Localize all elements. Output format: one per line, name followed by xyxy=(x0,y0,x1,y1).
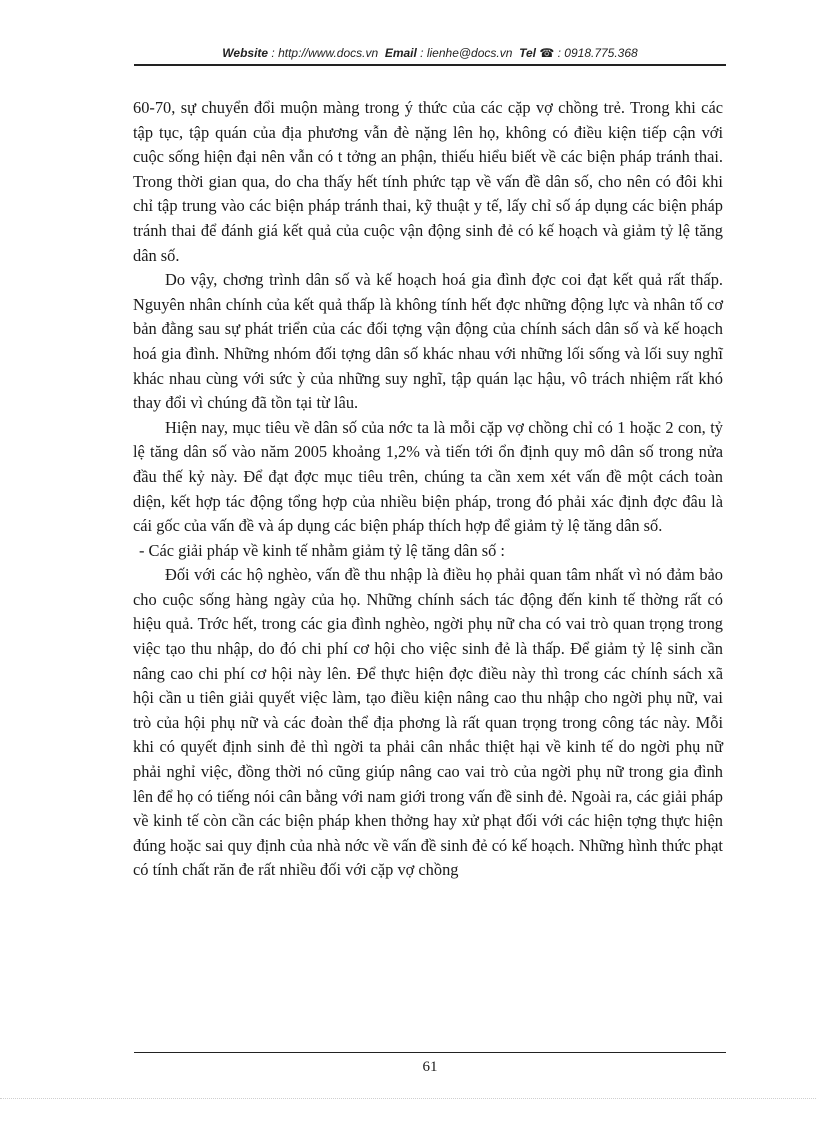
email-separator: : xyxy=(416,46,427,60)
page-footer xyxy=(134,1052,726,1076)
document-body xyxy=(133,96,723,883)
email-address[interactable]: lienhe@docs.vn xyxy=(426,46,513,60)
phone-number: : 0918.775.368 xyxy=(554,46,638,60)
paragraph-3: Hiện nay, mục tiêu về dân số của nớc ta là mỗi cặp vợ chồng chỉ có 1 hoặc 2 con, tỷ lệ tăng dân số vào năm 2005 khoảng 1,2% và tiến tới ổn định quy mô dân số trong nửa đầu thế kỷ này. Để đạt đợc mục tiêu trên, chúng ta cần xem xét vấn đề một cách toàn diện, kết hợp tác động tổng hợp của nhiều biện pháp, trong đó phải xác định đợc đâu là cái gốc của vấn đề và áp dụng các biện pháp thích hợp để giảm tỷ lệ tăng dân số. xyxy=(133,417,723,536)
website-label: Website xyxy=(222,46,269,60)
page-number: 61 xyxy=(422,1059,438,1075)
paragraph-4: Đối với các hộ nghèo, vấn đề thu nhập là điều họ phải quan tâm nhất vì nó đảm bảo cho cuộc sống hàng ngày của họ. Những chính sách tác động đến kinh tế thờng rất có hiệu quả. Trớc hết, trong các gia đình nghèo, ngời phụ nữ cha có vai trò quan trọng trong việc tạo thu nhập, do đó chi phí cơ hội cho việc sinh đẻ là thấp. Để giảm tỷ lệ sinh cần nâng cao chi phí cơ hội này lên. Để thực hiện đợc điều này thì trong các chính sách xã hội cần u tiên giải quyết việc làm, tạo điều kiện nâng cao thu nhập cho ngời phụ nữ, vai trò của hội phụ nữ và các đoàn thể địa phơng là rất quan trọng trong công tác này. Mỗi khi có quyết định sinh đẻ thì ngời ta phải cân nhắc thiệt hại về kinh tế do ngời phụ nữ phải nghỉ việc, đồng thời nó cũng giúp nâng cao vai trò của ngời phụ nữ trong gia đình lên để họ có tiếng nói cân bằng với nam giới trong vấn đề sinh đẻ. Ngoài ra, các giải pháp về kinh tế còn cần các biện pháp khen thởng hay xử phạt đối với các hiện tợng thực hiện đúng hoặc sai quy định của nhà nớc về vấn đề sinh đẻ có kế hoạch. Những hình thức phạt có tính chất răn đe rất nhiều đối với cặp vợ chồng xyxy=(133,565,723,880)
page-header xyxy=(134,46,726,66)
paragraph-1: 60-70, sự chuyển đổi muộn màng trong ý thức của các cặp vợ chồng trẻ. Trong khi các tập tục, tập quán của địa phương vẫn đè nặng lên họ, không có điều kiện tiếp cận với cuộc sống hiện đại nên vẫn có t tởng an phận, thiếu hiểu biết về các biện pháp tránh thai. Trong thời gian qua, do cha thấy hết tính phức tạp về vấn đề dân số, cho nên có đôi khi chỉ tập trung vào các biện pháp tránh thai, kỹ thuật y tế, lấy chỉ số áp dụng các biện pháp tránh thai để đánh giá kết quả của cuộc vận động sinh đẻ có kế hoạch và giảm tỷ lệ tăng dân số. xyxy=(133,98,723,265)
page-bottom-border xyxy=(0,1098,816,1099)
website-separator: : xyxy=(268,46,279,60)
phone-icon: ☎ xyxy=(539,46,555,60)
tel-label: Tel xyxy=(519,46,536,60)
paragraph-2: Do vậy, chơng trình dân số và kế hoạch hoá gia đình đợc coi đạt kết quả rất thấp. Nguyên nhân chính của kết quả thấp là không tính hết đợc những động lực và nhân tố cơ bản đằng sau sự phát triển của các đối tợng vận động của chính sách dân số và kế hoạch hoá gia đình. Những nhóm đối tợng dân số khác nhau với những lối sống và lối suy nghĩ khác nhau cùng với sức ỳ của những suy nghĩ, tập quán lạc hậu, vô trách nhiệm rất khó thay đổi vì chúng đã tồn tại từ lâu. xyxy=(133,270,723,413)
email-label: Email xyxy=(384,46,417,60)
section-heading: - Các giải pháp về kinh tế nhằm giảm tỷ lệ tăng dân số : xyxy=(139,540,505,560)
website-url[interactable]: http://www.docs.vn xyxy=(278,46,379,60)
